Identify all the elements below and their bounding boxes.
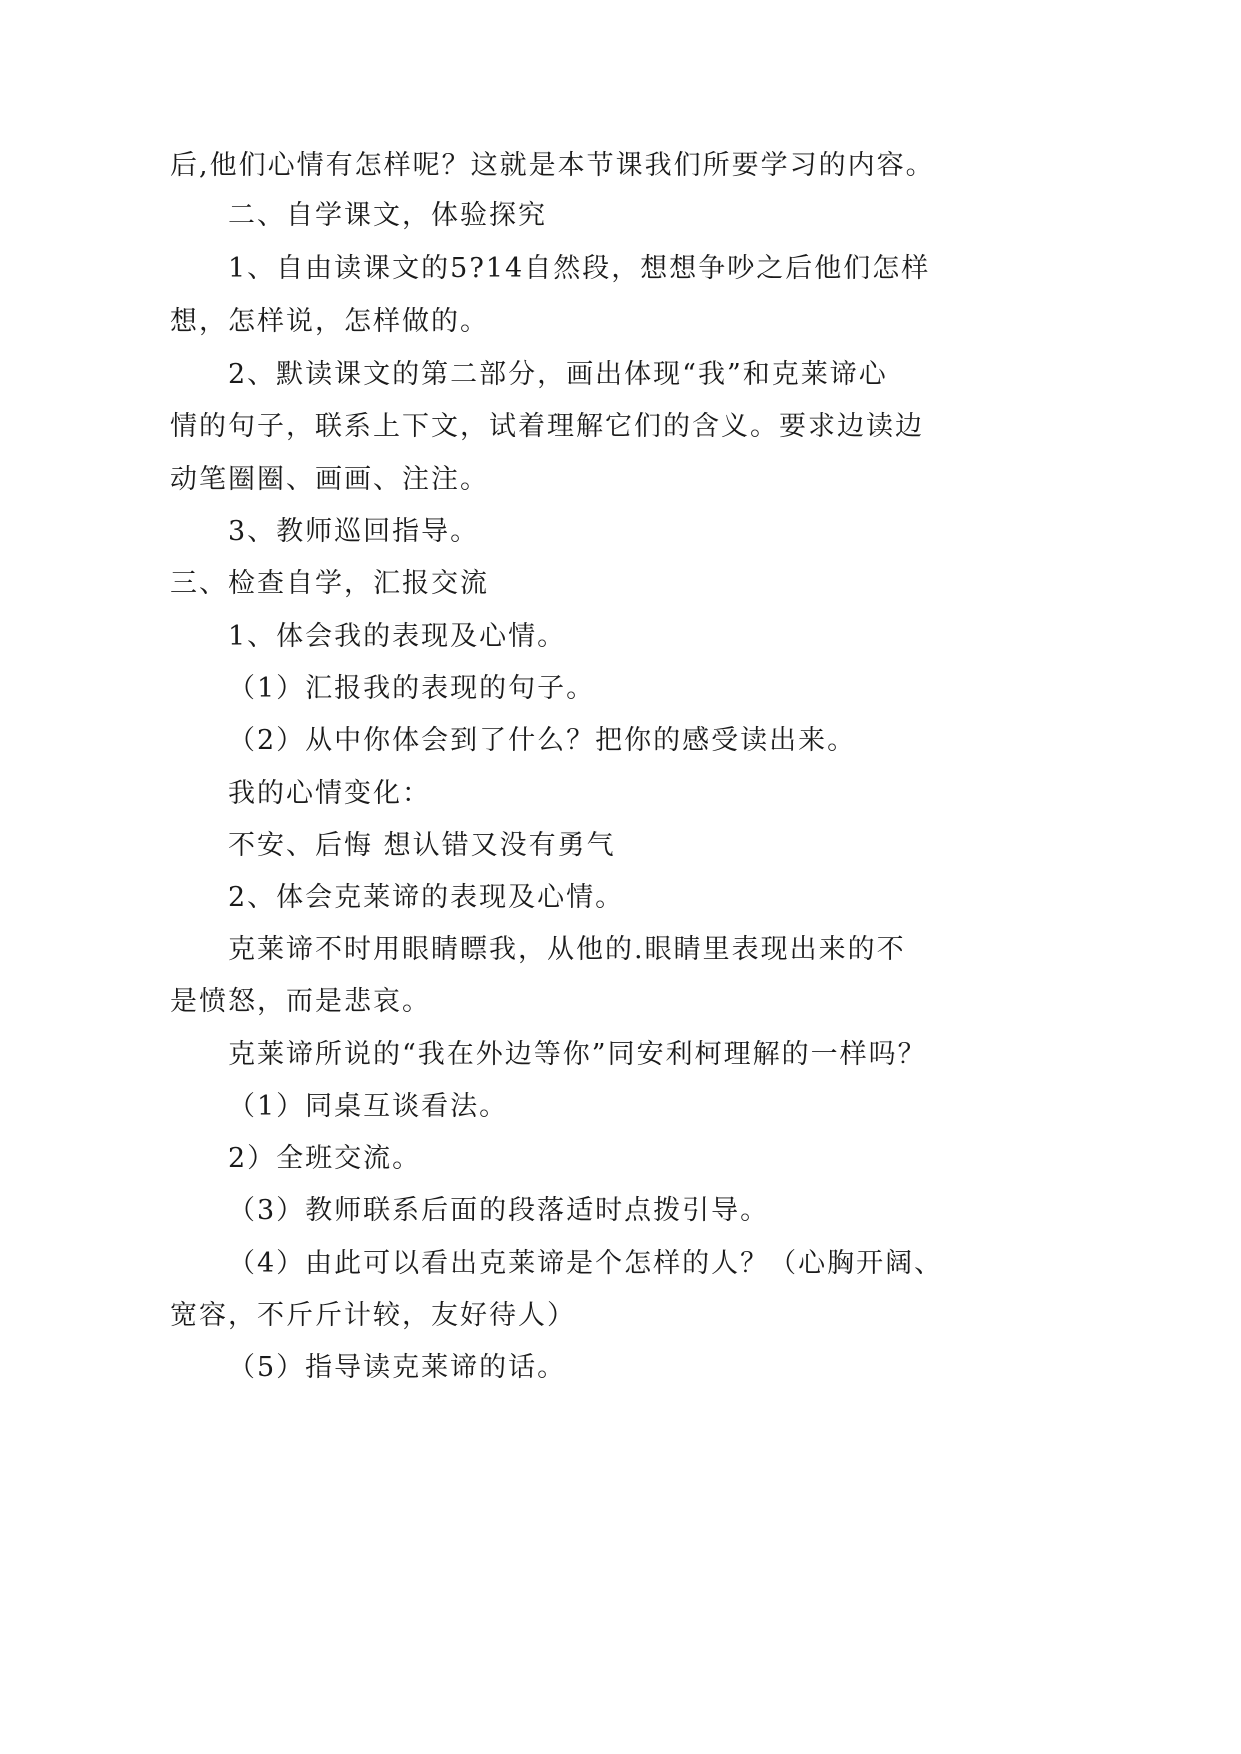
text-line: 宽容，不斤斤计较，友好待人） bbox=[170, 1300, 576, 1331]
text-line: 1、体会我的表现及心情。 bbox=[228, 621, 567, 652]
text-line: （1）汇报我的表现的句子。 bbox=[228, 673, 596, 704]
section-heading: 二、自学课文，体验探究 bbox=[228, 200, 547, 231]
text-line: 克莱谛所说的“我在外边等你”同安利柯理解的一样吗？ bbox=[228, 1039, 927, 1070]
section-heading: 三、检查自学，汇报交流 bbox=[170, 568, 489, 599]
text-line: 我的心情变化： bbox=[228, 778, 431, 809]
text-line: （1）同桌互谈看法。 bbox=[228, 1091, 509, 1122]
text-line: 3、教师巡回指导。 bbox=[228, 516, 480, 547]
text-line: 克莱谛不时用眼睛瞟我，从他的.眼睛里表现出来的不 bbox=[228, 934, 906, 965]
text-line: 情的句子，联系上下文，试着理解它们的含义。要求边读边 bbox=[170, 411, 924, 442]
text-line: 1、自由读课文的5?14自然段，想想争吵之后他们怎样 bbox=[228, 253, 931, 284]
text-line: 2）全班交流。 bbox=[228, 1143, 422, 1174]
text-line: 是愤怒，而是悲哀。 bbox=[170, 986, 431, 1017]
text-line: 后,他们心情有怎样呢？这就是本节课我们所要学习的内容。 bbox=[170, 150, 935, 181]
text-line: 2、默读课文的第二部分，画出体现“我”和克莱谛心 bbox=[228, 359, 888, 390]
text-line: （4）由此可以看出克莱谛是个怎样的人？（心胸开阔、 bbox=[228, 1248, 944, 1279]
text-line: （3）教师联系后面的段落适时点拨引导。 bbox=[228, 1195, 770, 1226]
text-line: （5）指导读克莱谛的话。 bbox=[228, 1352, 567, 1383]
text-line: 动笔圈圈、画画、注注。 bbox=[170, 464, 489, 495]
text-line: 想，怎样说，怎样做的。 bbox=[170, 306, 489, 337]
text-line: 不安、后悔 想认错又没有勇气 bbox=[228, 830, 616, 861]
text-line: 2、体会克莱谛的表现及心情。 bbox=[228, 882, 625, 913]
text-line: （2）从中你体会到了什么？把你的感受读出来。 bbox=[228, 725, 857, 756]
